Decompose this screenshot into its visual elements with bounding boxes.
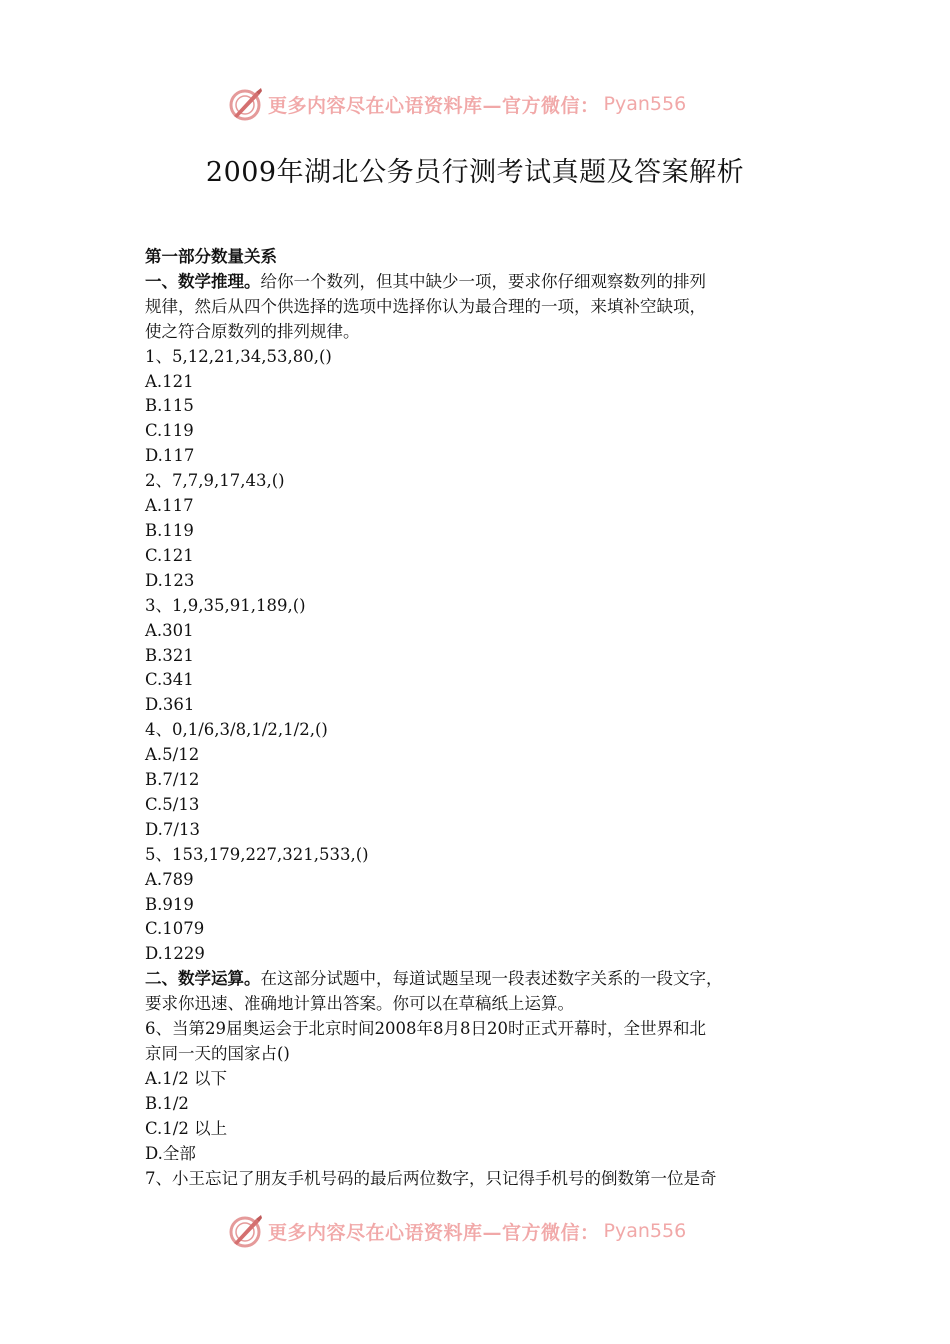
option-c: C.5/13 [145, 794, 200, 814]
section1-heading: 一、数学推理。 [145, 271, 261, 291]
question-stem: 2、7,7,9,17,43,() [145, 471, 285, 491]
section1-intro-line1 [145, 270, 815, 295]
pen-logo-icon [228, 86, 264, 122]
section2-text: 在这部分试题中，每道试题呈现一段表述数字关系的一段文字， [260, 969, 723, 989]
section1-intro-line2: 规律，然后从四个供选择的选项中选择你认为最合理的一项，来填补空缺项， [145, 296, 706, 316]
question-stem: 3、1,9,35,91,189,() [145, 595, 306, 615]
header-banner [228, 84, 748, 124]
question-stem: 5、153,179,227,321,533,() [145, 844, 369, 864]
option-d: D.123 [145, 570, 195, 590]
option-a: A.121 [145, 371, 194, 391]
part-heading: 第一部分数量关系 [145, 247, 277, 266]
question-stem: 6、当第29届奥运会于北京时间2008年8月8日20时正式开幕时，全世界和北 [145, 1019, 706, 1039]
option-d: D.全部 [145, 1143, 196, 1163]
section1-intro-line3: 使之符合原数列的排列规律。 [145, 321, 360, 341]
section1-text: 给你一个数列，但其中缺少一项，要求你仔细观察数列的排列 [260, 271, 706, 291]
option-b: B.321 [145, 645, 194, 665]
banner-wechat-id: Pyan556 [603, 1220, 687, 1242]
option-c: C.121 [145, 545, 194, 565]
footer-banner [228, 1211, 748, 1251]
option-d: D.1229 [145, 944, 205, 964]
question-stem: 7、小王忘记了朋友手机号码的最后两位数字，只记得手机号的倒数第一位是奇 [145, 1168, 717, 1188]
option-c: C.1079 [145, 919, 205, 939]
option-c: C.119 [145, 421, 194, 441]
question-stem-cont: 京同一天的国家占() [145, 1044, 290, 1063]
banner-text: 更多内容尽在心语资料库—官方微信： [268, 1221, 600, 1244]
option-c: C.1/2 以上 [145, 1118, 228, 1138]
question-stem: 4、0,1/6,3/8,1/2,1/2,() [145, 720, 328, 740]
question-stem: 1、5,12,21,34,53,80,() [145, 346, 332, 366]
option-b: B.1/2 [145, 1093, 189, 1113]
option-a: A.5/12 [145, 745, 200, 765]
option-b: B.919 [145, 894, 194, 914]
option-c: C.341 [145, 670, 194, 690]
option-d: D.361 [145, 695, 195, 715]
banner-text: 更多内容尽在心语资料库—官方微信： [268, 94, 600, 117]
option-a: A.1/2 以下 [145, 1068, 227, 1088]
option-b: B.7/12 [145, 770, 200, 790]
option-a: A.789 [145, 869, 194, 889]
document-body [145, 245, 815, 1191]
section2-intro-line2: 要求你迅速、准确地计算出答案。你可以在草稿纸上运算。 [145, 994, 574, 1014]
option-d: D.117 [145, 446, 195, 466]
banner-wechat-id: Pyan556 [603, 93, 687, 115]
pen-logo-icon [228, 1213, 264, 1249]
page-title: 2009年湖北公务员行测考试真题及答案解析 [205, 157, 745, 188]
option-d: D.7/13 [145, 819, 200, 839]
option-b: B.119 [145, 520, 194, 540]
section2-intro-line1 [145, 967, 815, 992]
option-a: A.301 [145, 620, 194, 640]
option-a: A.117 [145, 496, 194, 516]
option-b: B.115 [145, 396, 194, 416]
section2-heading: 二、数学运算。 [145, 969, 261, 989]
